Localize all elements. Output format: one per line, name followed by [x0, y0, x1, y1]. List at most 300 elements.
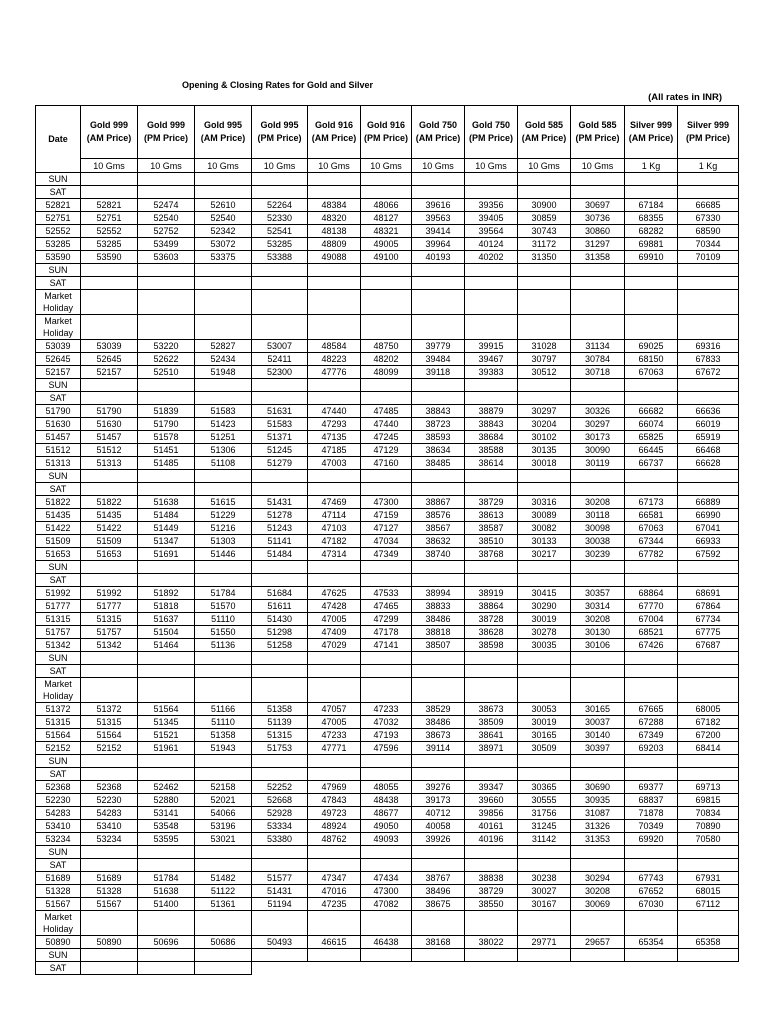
date-cell: 52552	[36, 225, 81, 238]
empty-cell	[571, 574, 625, 587]
rate-cell: 38507	[412, 639, 465, 652]
rate-cell: 30859	[518, 212, 571, 225]
empty-cell	[195, 290, 252, 315]
rate-cell: 51961	[138, 742, 195, 755]
empty-cell	[571, 173, 625, 186]
rate-cell: 52751	[81, 212, 138, 225]
rate-cell: 47465	[361, 600, 412, 613]
rate-cell: 52827	[195, 340, 252, 353]
rate-cell: 38673	[465, 703, 518, 716]
date-cell: 51567	[36, 898, 81, 911]
empty-cell	[465, 173, 518, 186]
empty-cell	[361, 911, 412, 936]
date-cell: 51822	[36, 496, 81, 509]
empty-cell	[571, 264, 625, 277]
empty-cell	[81, 962, 138, 975]
date-cell: 53410	[36, 820, 81, 833]
rate-cell: 51110	[195, 716, 252, 729]
empty-cell	[81, 678, 138, 703]
empty-cell	[571, 911, 625, 936]
empty-cell	[138, 470, 195, 483]
rate-cell: 51122	[195, 885, 252, 898]
empty-cell	[625, 678, 678, 703]
rate-cell: 68837	[625, 794, 678, 807]
empty-cell	[571, 652, 625, 665]
rate-cell: 47127	[361, 522, 412, 535]
rate-cell: 48677	[361, 807, 412, 820]
rate-cell: 30133	[518, 535, 571, 548]
date-cell: SUN	[36, 561, 81, 574]
rate-cell: 30027	[518, 885, 571, 898]
rate-cell: 52252	[252, 781, 308, 794]
empty-cell	[81, 290, 138, 315]
rate-cell: 51653	[81, 548, 138, 561]
rate-cell: 68864	[625, 587, 678, 600]
rate-cell: 30089	[518, 509, 571, 522]
date-cell: 52157	[36, 366, 81, 379]
rate-cell: 30140	[571, 729, 625, 742]
rate-cell: 67182	[678, 716, 739, 729]
empty-cell	[81, 574, 138, 587]
rate-cell: 30208	[571, 885, 625, 898]
rate-cell: 51446	[195, 548, 252, 561]
rate-cell: 68691	[678, 587, 739, 600]
rate-cell: 65919	[678, 431, 739, 444]
rate-cell: 52462	[138, 781, 195, 794]
rate-cell: 30326	[571, 405, 625, 418]
empty-cell	[412, 264, 465, 277]
empty-cell	[308, 315, 361, 340]
date-cell: SUN	[36, 652, 81, 665]
table-row	[36, 277, 739, 290]
rate-cell: 30238	[518, 872, 571, 885]
rate-cell: 51892	[138, 587, 195, 600]
empty-cell	[465, 483, 518, 496]
rate-cell: 51258	[252, 639, 308, 652]
rate-cell: 47182	[308, 535, 361, 548]
empty-cell	[412, 859, 465, 872]
rate-cell: 47299	[361, 613, 412, 626]
rate-cell: 54283	[81, 807, 138, 820]
table-row	[36, 936, 739, 949]
date-cell: SUN	[36, 949, 81, 962]
empty-cell	[138, 768, 195, 781]
rate-cell: 51512	[81, 444, 138, 457]
empty-cell	[465, 949, 518, 962]
empty-cell	[678, 665, 739, 678]
rate-cell: 53234	[81, 833, 138, 846]
table-row	[36, 496, 739, 509]
date-cell: SAT	[36, 277, 81, 290]
rate-cell: 50696	[138, 936, 195, 949]
header-row	[36, 106, 739, 159]
rate-cell: 30038	[571, 535, 625, 548]
rate-cell: 31358	[571, 251, 625, 264]
rate-cell: 47005	[308, 613, 361, 626]
empty-cell	[412, 470, 465, 483]
rate-cell: 38729	[465, 496, 518, 509]
date-cell: 51457	[36, 431, 81, 444]
rate-cell: 51757	[81, 626, 138, 639]
empty-cell	[81, 561, 138, 574]
rate-cell: 51777	[81, 600, 138, 613]
date-cell: 51342	[36, 639, 81, 652]
rate-cell: 51345	[138, 716, 195, 729]
empty-cell	[308, 678, 361, 703]
empty-cell	[252, 277, 308, 290]
rate-cell: 31245	[518, 820, 571, 833]
empty-cell	[361, 290, 412, 315]
empty-cell	[518, 846, 571, 859]
rate-cell: 68005	[678, 703, 739, 716]
empty-cell	[361, 186, 412, 199]
rate-cell: 50890	[81, 936, 138, 949]
table-row	[36, 820, 739, 833]
rate-cell: 51110	[195, 613, 252, 626]
empty-cell	[361, 962, 412, 975]
table-row	[36, 639, 739, 652]
rate-cell: 65354	[625, 936, 678, 949]
rate-cell: 38593	[412, 431, 465, 444]
date-cell: 52368	[36, 781, 81, 794]
date-cell: 52645	[36, 353, 81, 366]
empty-cell	[361, 379, 412, 392]
empty-cell	[195, 949, 252, 962]
rate-cell: 51423	[195, 418, 252, 431]
rate-cell: 51583	[252, 418, 308, 431]
empty-cell	[361, 470, 412, 483]
rate-cell: 48055	[361, 781, 412, 794]
empty-cell	[571, 755, 625, 768]
rate-cell: 38628	[465, 626, 518, 639]
empty-cell	[361, 483, 412, 496]
rate-cell: 52821	[81, 199, 138, 212]
rate-cell: 51784	[138, 872, 195, 885]
empty-cell	[678, 859, 739, 872]
empty-cell	[252, 859, 308, 872]
units-row	[36, 159, 739, 173]
rate-cell: 29657	[571, 936, 625, 949]
rate-cell: 51583	[195, 405, 252, 418]
date-cell: 50890	[36, 936, 81, 949]
rate-cell: 51347	[138, 535, 195, 548]
empty-cell	[195, 483, 252, 496]
rate-cell: 51564	[81, 729, 138, 742]
table-row	[36, 238, 739, 251]
table-row	[36, 613, 739, 626]
empty-cell	[308, 186, 361, 199]
empty-cell	[81, 173, 138, 186]
rate-cell: 51400	[138, 898, 195, 911]
rate-cell: 48202	[361, 353, 412, 366]
rate-cell: 47485	[361, 405, 412, 418]
rate-cell: 49093	[361, 833, 412, 846]
rate-cell: 51790	[81, 405, 138, 418]
rate-cell: 30718	[571, 366, 625, 379]
empty-cell	[361, 755, 412, 768]
rate-cell: 47771	[308, 742, 361, 755]
rate-cell: 51298	[252, 626, 308, 639]
empty-cell	[625, 392, 678, 405]
empty-cell	[678, 574, 739, 587]
rate-cell: 51509	[81, 535, 138, 548]
empty-cell	[465, 264, 518, 277]
rate-cell: 67112	[678, 898, 739, 911]
empty-cell	[361, 315, 412, 340]
date-cell: 51313	[36, 457, 81, 470]
empty-cell	[518, 561, 571, 574]
date-cell: SAT	[36, 574, 81, 587]
rate-cell: 51570	[195, 600, 252, 613]
rate-cell: 51564	[138, 703, 195, 716]
rate-cell: 39563	[412, 212, 465, 225]
rate-cell: 48762	[308, 833, 361, 846]
rate-cell: 47969	[308, 781, 361, 794]
empty-cell	[252, 949, 308, 962]
rate-cell: 47428	[308, 600, 361, 613]
empty-cell	[625, 652, 678, 665]
rate-cell: 38843	[465, 418, 518, 431]
empty-cell	[81, 859, 138, 872]
rate-cell: 52342	[195, 225, 252, 238]
rate-cell: 47057	[308, 703, 361, 716]
rate-cell: 30365	[518, 781, 571, 794]
table-row	[36, 574, 739, 587]
date-cell: SUN	[36, 846, 81, 859]
rate-cell: 30118	[571, 509, 625, 522]
rate-cell: 54066	[195, 807, 252, 820]
date-cell: SAT	[36, 768, 81, 781]
table-row	[36, 290, 739, 315]
rate-cell: 40196	[465, 833, 518, 846]
rate-cell: 52645	[81, 353, 138, 366]
rate-cell: 51615	[195, 496, 252, 509]
rate-cell: 40202	[465, 251, 518, 264]
rate-cell: 30397	[571, 742, 625, 755]
rate-cell: 47347	[308, 872, 361, 885]
rate-cell: 67672	[678, 366, 739, 379]
rate-cell: 66685	[678, 199, 739, 212]
rate-cell: 38864	[465, 600, 518, 613]
empty-cell	[625, 483, 678, 496]
table-row	[36, 652, 739, 665]
date-cell: Market Holiday	[36, 290, 81, 315]
date-cell: 51315	[36, 613, 81, 626]
date-cell: 51653	[36, 548, 81, 561]
rate-cell: 38818	[412, 626, 465, 639]
empty-cell	[252, 470, 308, 483]
empty-cell	[81, 186, 138, 199]
rate-cell: 51948	[195, 366, 252, 379]
empty-cell	[625, 665, 678, 678]
empty-cell	[252, 315, 308, 340]
rate-cell: 67349	[625, 729, 678, 742]
rate-cell: 52668	[252, 794, 308, 807]
empty-cell	[195, 561, 252, 574]
column-header: Gold 916 (PM Price)	[361, 106, 412, 159]
rate-cell: 50686	[195, 936, 252, 949]
empty-cell	[625, 186, 678, 199]
table-row	[36, 405, 739, 418]
table-row	[36, 509, 739, 522]
empty-cell	[678, 277, 739, 290]
date-cell: SUN	[36, 264, 81, 277]
rate-cell: 47082	[361, 898, 412, 911]
empty-cell	[625, 315, 678, 340]
rate-cell: 52411	[252, 353, 308, 366]
rate-cell: 30167	[518, 898, 571, 911]
rate-cell: 52552	[81, 225, 138, 238]
rate-cell: 38486	[412, 613, 465, 626]
empty-cell	[465, 574, 518, 587]
table-row	[36, 678, 739, 703]
empty-cell	[412, 949, 465, 962]
empty-cell	[678, 483, 739, 496]
empty-cell	[195, 846, 252, 859]
rate-cell: 67770	[625, 600, 678, 613]
rate-cell: 38587	[465, 522, 518, 535]
empty-cell	[518, 470, 571, 483]
rate-cell: 69025	[625, 340, 678, 353]
rate-cell: 53072	[195, 238, 252, 251]
rate-cell: 52540	[195, 212, 252, 225]
table-row	[36, 587, 739, 600]
empty-cell	[195, 173, 252, 186]
rate-cell: 70834	[678, 807, 739, 820]
rate-cell: 67426	[625, 639, 678, 652]
rate-cell: 51784	[195, 587, 252, 600]
rate-cell: 47843	[308, 794, 361, 807]
rate-cell: 51992	[81, 587, 138, 600]
rate-cell: 52157	[81, 366, 138, 379]
rate-cell: 31142	[518, 833, 571, 846]
rate-cell: 38598	[465, 639, 518, 652]
table-row	[36, 431, 739, 444]
rate-cell: 47005	[308, 716, 361, 729]
rate-cell: 38673	[412, 729, 465, 742]
rate-cell: 51943	[195, 742, 252, 755]
empty-cell	[252, 652, 308, 665]
table-row	[36, 885, 739, 898]
rate-cell: 38971	[465, 742, 518, 755]
empty-cell	[308, 264, 361, 277]
empty-cell	[138, 911, 195, 936]
rate-cell: 66581	[625, 509, 678, 522]
rate-cell: 30314	[571, 600, 625, 613]
rates-table	[35, 105, 739, 975]
rate-cell: 52158	[195, 781, 252, 794]
unit-cell: 10 Gms	[81, 159, 138, 173]
column-header: Gold 995 (AM Price)	[195, 106, 252, 159]
empty-cell	[361, 392, 412, 405]
empty-cell	[465, 962, 518, 975]
empty-cell	[81, 846, 138, 859]
rate-cell: 67004	[625, 613, 678, 626]
rate-cell: 47314	[308, 548, 361, 561]
rate-cell: 70344	[678, 238, 739, 251]
rate-cell: 38613	[465, 509, 518, 522]
empty-cell	[625, 379, 678, 392]
rate-cell: 47135	[308, 431, 361, 444]
rate-cell: 49723	[308, 807, 361, 820]
rate-cell: 31297	[571, 238, 625, 251]
rate-cell: 30512	[518, 366, 571, 379]
rate-cell: 30357	[571, 587, 625, 600]
rate-cell: 53499	[138, 238, 195, 251]
empty-cell	[412, 665, 465, 678]
rate-cell: 38728	[465, 613, 518, 626]
rate-cell: 51166	[195, 703, 252, 716]
table-row	[36, 522, 739, 535]
empty-cell	[195, 768, 252, 781]
rate-cell: 30204	[518, 418, 571, 431]
rate-cell: 47625	[308, 587, 361, 600]
rate-cell: 39484	[412, 353, 465, 366]
rate-cell: 66628	[678, 457, 739, 470]
rate-cell: 30018	[518, 457, 571, 470]
rate-cell: 47409	[308, 626, 361, 639]
rate-cell: 52330	[252, 212, 308, 225]
empty-cell	[138, 561, 195, 574]
table-row	[36, 716, 739, 729]
table-row	[36, 742, 739, 755]
empty-cell	[518, 315, 571, 340]
empty-cell	[571, 470, 625, 483]
table-row	[36, 315, 739, 340]
date-cell: Market Holiday	[36, 315, 81, 340]
table-row	[36, 703, 739, 716]
rate-cell: 52021	[195, 794, 252, 807]
empty-cell	[678, 755, 739, 768]
rate-cell: 38486	[412, 716, 465, 729]
empty-cell	[138, 277, 195, 290]
empty-cell	[518, 755, 571, 768]
rate-cell: 30297	[571, 418, 625, 431]
rate-cell: 31087	[571, 807, 625, 820]
empty-cell	[412, 678, 465, 703]
unit-cell: 10 Gms	[195, 159, 252, 173]
empty-cell	[412, 392, 465, 405]
rate-cell: 38641	[465, 729, 518, 742]
date-cell: SAT	[36, 859, 81, 872]
rate-cell: 39118	[412, 366, 465, 379]
empty-cell	[195, 470, 252, 483]
rate-cell: 67063	[625, 366, 678, 379]
rate-cell: 38496	[412, 885, 465, 898]
rate-cell: 51245	[252, 444, 308, 457]
empty-cell	[625, 574, 678, 587]
rate-cell: 30690	[571, 781, 625, 794]
rate-cell: 67931	[678, 872, 739, 885]
table-row	[36, 199, 739, 212]
rate-cell: 53021	[195, 833, 252, 846]
empty-cell	[465, 652, 518, 665]
date-cell: 51689	[36, 872, 81, 885]
rate-cell: 53196	[195, 820, 252, 833]
empty-cell	[625, 911, 678, 936]
rate-cell: 50493	[252, 936, 308, 949]
rate-cell: 39276	[412, 781, 465, 794]
rate-cell: 38510	[465, 535, 518, 548]
rate-cell: 30297	[518, 405, 571, 418]
table-row	[36, 833, 739, 846]
table-row	[36, 470, 739, 483]
empty-cell	[518, 173, 571, 186]
table-row	[36, 353, 739, 366]
rate-cell: 38675	[412, 898, 465, 911]
rate-cell: 51141	[252, 535, 308, 548]
empty-cell	[308, 962, 361, 975]
